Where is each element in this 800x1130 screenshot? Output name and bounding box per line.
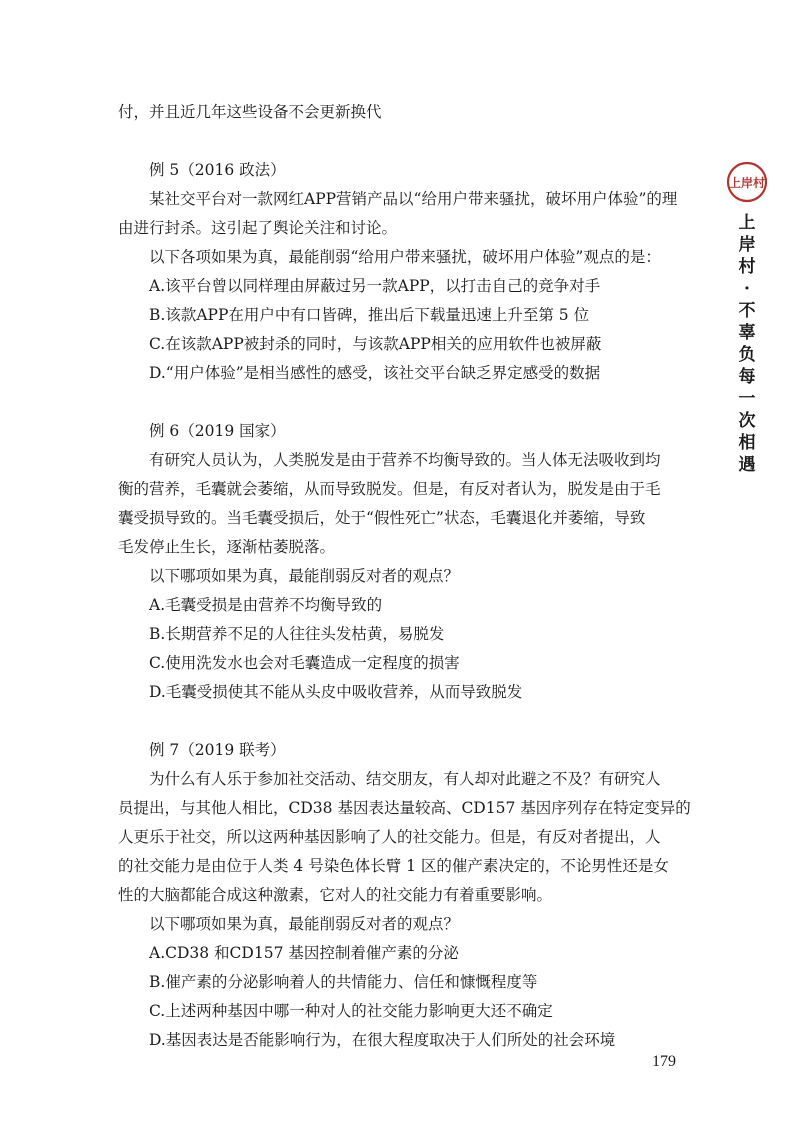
page-number: 179 xyxy=(652,1053,676,1070)
example-7-stem-line-4: 的社交能力是由位于人类 4 号染色体长臂 1 区的催产素决定的，不论男性还是女 xyxy=(118,857,669,875)
example-6-option-b: B.长期营养不足的人往往头发枯黄，易脱发 xyxy=(149,625,445,643)
example-7-stem-line-3: 人更乐于社交，所以这两种基因影响了人的社交能力。但是，有反对者提出，人 xyxy=(118,828,661,846)
vertical-slogan: 上岸村·不辜负每一次相遇 xyxy=(738,213,756,475)
page-body xyxy=(118,98,698,1055)
example-7-option-d: D.基因表达是否能影响行为，在很大程度取决于人们所处的社会环境 xyxy=(149,1031,616,1049)
example-7-stem-line-1: 为什么有人乐于参加社交活动、结交朋友，有人却对此避之不及？有研究人 xyxy=(149,770,661,788)
example-6-stem-line-2: 衡的营养，毛囊就会萎缩，从而导致脱发。但是，有反对者认为，脱发是由于毛 xyxy=(118,480,661,498)
example-5-option-d: D.“用户体验”是相当感性的感受，该社交平台缺乏界定感受的数据 xyxy=(149,364,601,382)
spacer xyxy=(118,707,698,736)
example-5-stem-line-1: 某社交平台对一款网红APP营销产品以“给用户带来骚扰，破坏用户体验”的理 xyxy=(149,190,678,208)
example-5-question: 以下各项如果为真，最能削弱“给用户带来骚扰，破坏用户体验”观点的是： xyxy=(149,248,661,266)
example-7-option-c: C.上述两种基因中哪一种对人的社交能力影响更大还不确定 xyxy=(149,1002,553,1020)
example-6-stem-line-3: 囊受损导致的。当毛囊受损后，处于“假性死亡”状态，毛囊退化并萎缩，导致 xyxy=(118,509,646,527)
svg-text:上岸村: 上岸村 xyxy=(728,176,766,190)
example-5-option-b: B.该款APP在用户中有口皆碑，推出后下载量迅速上升至第 5 位 xyxy=(149,306,590,324)
example-7-heading: 例 7（2019 联考） xyxy=(149,741,286,759)
spacer xyxy=(118,127,698,156)
example-6-stem-line-4: 毛发停止生长，逐渐枯萎脱落。 xyxy=(118,538,336,556)
example-5-option-c: C.在该款APP被封杀的同时，与该款APP相关的应用软件也被屏蔽 xyxy=(149,335,602,353)
continued-line: 付，并且近几年这些设备不会更新换代 xyxy=(118,103,382,121)
example-5-stem-line-2: 由进行封杀。这引起了舆论关注和讨论。 xyxy=(118,219,398,237)
example-7-question: 以下哪项如果为真，最能削弱反对者的观点？ xyxy=(149,915,460,933)
example-6-option-a: A.毛囊受损是由营养不均衡导致的 xyxy=(149,596,383,614)
example-6-question: 以下哪项如果为真，最能削弱反对者的观点？ xyxy=(149,567,460,585)
example-6-heading: 例 6（2019 国家） xyxy=(149,422,286,440)
example-7-option-a: A.CD38 和CD157 基因控制着催产素的分泌 xyxy=(149,944,459,962)
brand-seal-logo xyxy=(725,160,769,204)
example-6-option-d: D.毛囊受损使其不能从头皮中吸收营养，从而导致脱发 xyxy=(149,683,523,701)
example-7-stem-line-2: 员提出，与其他人相比，CD38 基因表达量较高、CD157 基因序列存在特定变异的 xyxy=(118,799,691,817)
example-6-stem-line-1: 有研究人员认为，人类脱发是由于营养不均衡导致的。当人体无法吸收到均 xyxy=(149,451,661,469)
example-5-option-a: A.该平台曾以同样理由屏蔽过另一款APP，以打击自己的竞争对手 xyxy=(149,277,601,295)
spacer xyxy=(118,388,698,417)
example-5-heading: 例 5（2016 政法） xyxy=(149,161,286,179)
example-7-option-b: B.催产素的分泌影响着人的共情能力、信任和慷慨程度等 xyxy=(149,973,538,991)
example-6-option-c: C.使用洗发水也会对毛囊造成一定程度的损害 xyxy=(149,654,460,672)
example-7-stem-line-5: 性的大脑都能合成这种激素，它对人的社交能力有着重要影响。 xyxy=(118,886,553,904)
